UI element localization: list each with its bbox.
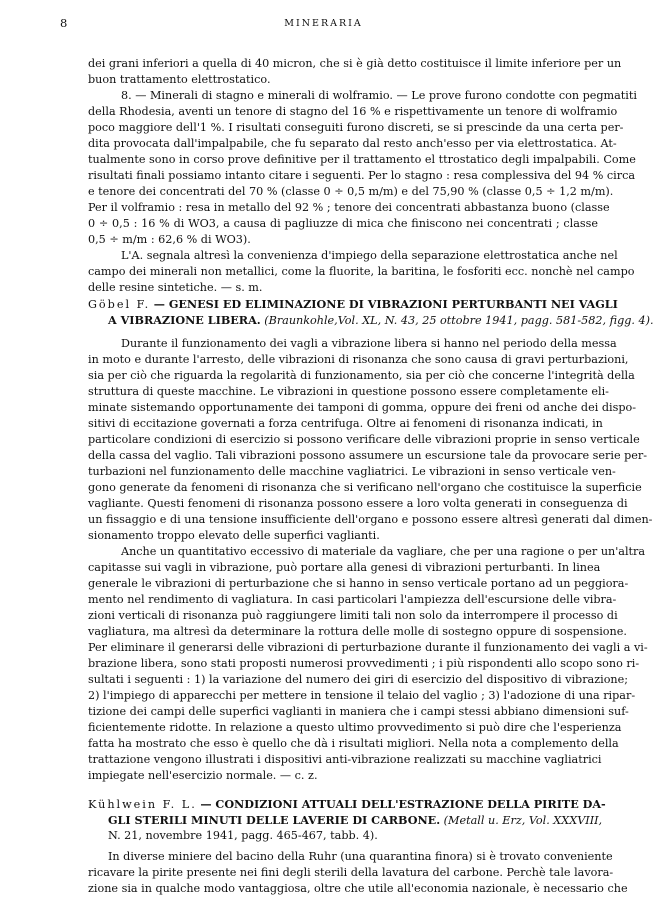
text-line: Per eliminare il generarsi delle vibrazioni di perturbazione durante il funzionamento dei vagli a vi-: [88, 641, 648, 654]
text-line: zioni verticali di risonanza può raggiungere limiti tali non solo da interrompere il processo di: [88, 609, 618, 622]
text-line: tizione dei campi delle superfici vaglianti in maniera che i campi stessi abbiano dimensioni suf-: [88, 705, 629, 718]
article-citation: (Braunkohle,Vol. XL, N. 43, 25 ottobre 1941, pagg. 581-582, figg. 4).: [264, 314, 654, 327]
text-line: struttura di queste macchine. Le vibrazioni in questione possono essere completamente eli-: [88, 385, 609, 398]
text-line: poco maggiore dell'1 %. I risultati conseguiti furono discreti, se si prescinde da una certa per-: [88, 121, 624, 134]
text-line: impiegate nell'esercizio normale. — c. z.: [88, 769, 318, 782]
heading-line: [88, 296, 618, 312]
text-line: e tenore dei concentrati del 70 % (classe 0 ÷ 0,5 m/m) e del 75,90 % (classe 0,5 ÷ 1,2 m/m).: [88, 185, 614, 198]
text-line: minate sistemando opportunamente dei tamponi di gomma, oppure dei freni od anche dei dispo-: [88, 401, 636, 414]
text-line: trattazione vengono illustrati i dispositivi anti-vibrazione realizzati su macchine vagliatrici: [88, 753, 602, 766]
text-line: della cassa del vaglio. Tali vibrazioni possono assumere un escursione tale da provocare serie per-: [88, 449, 648, 462]
article-title-cont: A VIBRAZIONE LIBERA.: [108, 313, 261, 327]
text-line: tualmente sono in corso prove definitive per il trattamento el ttrostatico degli impalpabili. Come: [88, 153, 636, 166]
article-author: Göbel F.: [88, 298, 151, 311]
text-line: capitasse sui vagli in vibrazione, può portare alla genesi di vibrazioni perturbanti. In linea: [88, 561, 601, 574]
text-line: particolare condizioni di esercizio si possono verificare delle vibrazioni proprie in senso verticale: [88, 433, 640, 446]
text-line: dita provocata dall'impalpabile, che fu separato dal resto anch'esso per via elettrostatica. At-: [88, 137, 617, 150]
text-line: Durante il funzionamento dei vagli a vibrazione libera si hanno nel periodo della messa: [121, 337, 617, 350]
text-line: Anche un quantitativo eccessivo di materiale da vagliare, che per una ragione o per un'altra: [121, 545, 646, 558]
page-number: 8: [60, 16, 68, 30]
text-line: un fissaggio e di una tensione insufficiente dell'organo e possono essere altresì generati dal dimen-: [88, 513, 653, 526]
article-title-cont: GLI STERILI MINUTI DELLE LAVERIE DI CARBONE.: [108, 813, 441, 827]
text-line: della Rhodesia, aventi un tenore di stagno del 16 % e rispettivamente un tenore di wolframio: [88, 105, 618, 118]
text-line: 0 ÷ 0,5 : 16 % di WO3, a causa di pagliuzze di mica che finiscono nei concentrati ; classe: [88, 217, 598, 230]
text-line: in moto e durante l'arresto, delle vibrazioni di risonanza che sono causa di gravi perturbazioni,: [88, 353, 629, 366]
text-line: generale le vibrazioni di perturbazione che si hanno in senso verticale portano ad un peggiora-: [88, 577, 629, 590]
text-line: sionamento troppo elevato delle superfici vaglianti.: [88, 529, 380, 542]
text-line: fatta ha mostrato che esso è quello che dà i risultati migliori. Nella nota a complemento della: [88, 737, 619, 750]
text-line: zione sia in qualche modo vantaggiosa, oltre che utile all'economia nazionale, è necessario che: [88, 882, 628, 895]
text-line: sultati i seguenti : 1) la variazione del numero dei giri di esercizio del dispositivo di vibrazione;: [88, 673, 629, 686]
text-line: brazione libera, sono stati proposti numerosi provvedimenti ; i più rispondenti allo scopo sono ri-: [88, 657, 640, 670]
heading-line: [88, 796, 606, 812]
running-title: MINERARIA: [284, 18, 363, 29]
text-line: campo dei minerali non metallici, come la fluorite, la baritina, le fosforiti ecc. nonchè nel campo: [88, 265, 635, 278]
text-line: turbazioni nel funzionamento delle macchine vagliatrici. Le vibrazioni in senso verticale ven-: [88, 465, 616, 478]
text-line: mento nel rendimento di vagliatura. In casi particolari l'ampiezza dell'escursione delle vibra-: [88, 593, 617, 606]
article-title: — CONDIZIONI ATTUALI DELL'ESTRAZIONE DELLA PIRITE DA-: [200, 797, 606, 811]
text-line: 2) l'impiego di apparecchi per mettere in tensione il telaio del vaglio ; 3) l'adozione di una ripar-: [88, 689, 636, 702]
article-author: Kühlwein F. L.: [88, 798, 197, 811]
text-line: 0,5 ÷ m/m : 62,6 % di WO3).: [88, 233, 251, 246]
text-line: ricavare la pirite presente nei fini degli sterili della lavatura del carbone. Perchè tale lavora-: [88, 866, 614, 879]
article-citation: (Metall u. Erz, Vol. XXXVIII,: [443, 814, 603, 827]
text-line: delle resine sintetiche. — s. m.: [88, 281, 263, 294]
text-line: vagliatura, ma altresì da determinare la rottura delle molle di sostegno oppure di sospensione.: [88, 625, 627, 638]
text-line: 8. — Minerali di stagno e minerali di wolframio. — Le prove furono condotte con pegmatiti: [121, 89, 637, 102]
text-line: buon trattamento elettrostatico.: [88, 73, 271, 86]
text-line: sia per ciò che riguarda la regolarità di funzionamento, sia per ciò che concerne l'integrità della: [88, 369, 635, 382]
text-line: L'A. segnala altresì la convenienza d'impiego della separazione elettrostatica anche nel: [121, 249, 618, 262]
text-line: ficientemente ridotte. In relazione a questo ultimo provvedimento si può dire che l'esperienza: [88, 721, 622, 734]
text-line: gono generate da fenomeni di risonanza che si verificano nell'organo che costituisce la superficie: [88, 481, 642, 494]
heading-line: [108, 812, 603, 828]
text-line: Per il volframio : resa in metallo del 92 % ; tenore dei concentrati abbastanza buono (classe: [88, 201, 610, 214]
text-line: In diverse miniere del bacino della Ruhr (una quarantina finora) si è trovato conveniente: [108, 850, 613, 863]
heading-line: [108, 312, 654, 328]
text-line: sitivi di eccitazione governati a forza centrifuga. Oltre ai fenomeni di risonanza indicati, in: [88, 417, 603, 430]
text-line: dei grani inferiori a quella di 40 micron, che si è già detto costituisce il limite inferiore per un: [88, 57, 622, 70]
text-line: risultati finali possiamo intanto citare i seguenti. Per lo stagno : resa complessiva del 94 % circa: [88, 169, 636, 182]
heading-line: N. 21, novembre 1941, pagg. 465-467, tabb. 4).: [108, 829, 378, 842]
article-title: — GENESI ED ELIMINAZIONE DI VIBRAZIONI PERTURBANTI NEI VAGLI: [153, 297, 618, 311]
text-line: vagliante. Questi fenomeni di risonanza possono essere a loro volta generati in conseguenza di: [88, 497, 628, 510]
